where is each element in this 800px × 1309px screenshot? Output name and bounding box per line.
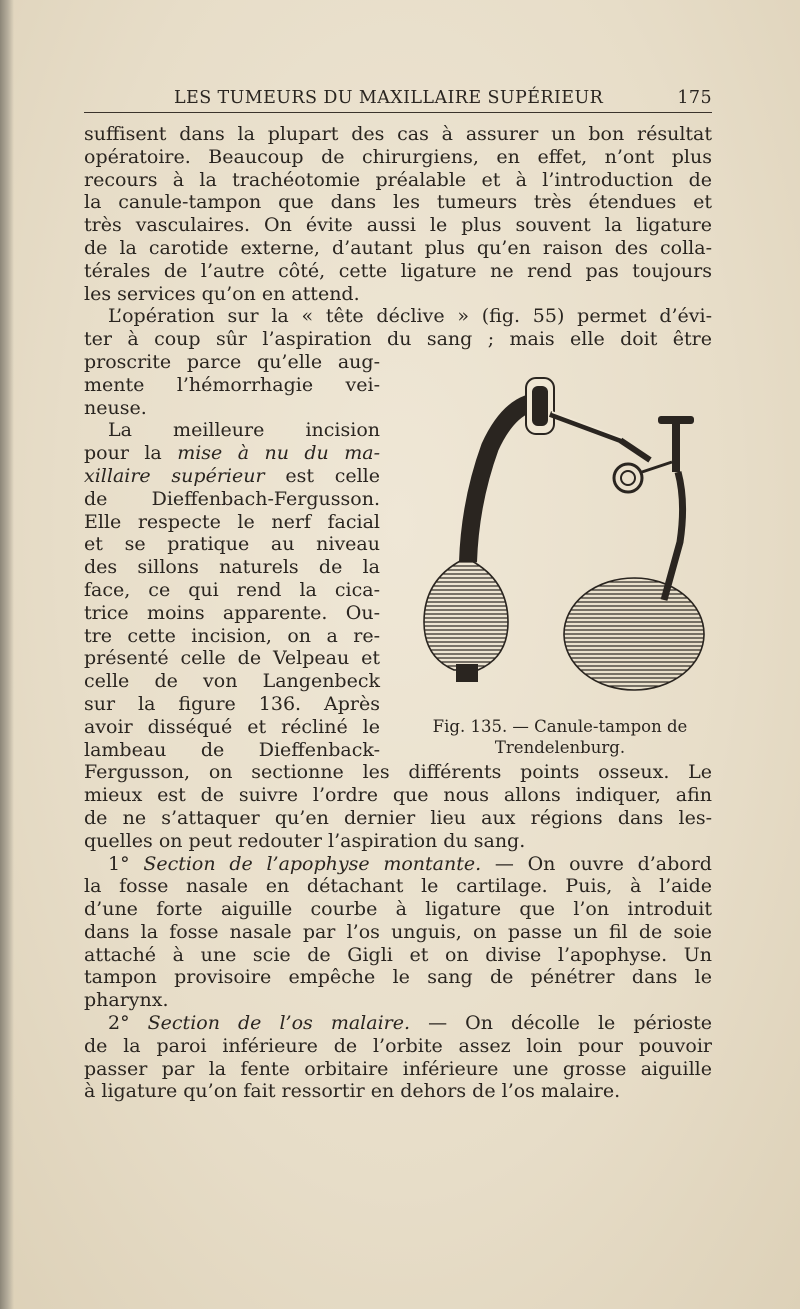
text-line: de la paroi inférieure de l’orbite assez loin pour pouvoir [84, 1034, 712, 1057]
section-number: 1° [108, 852, 144, 875]
text-line: suffisent dans la plupart des cas à assurer un bon résultat [84, 123, 712, 145]
text-line: et se pratique au niveau [84, 533, 380, 556]
text-line [84, 465, 380, 488]
text-line: ter à coup sûr l’aspiration du sang ; mais elle doit être [84, 328, 712, 351]
text-line: tampon provisoire empêche le sang de pénétrer dans le [84, 966, 712, 989]
text-line: neuse. [84, 396, 147, 419]
text-fragment: est celle [264, 464, 380, 487]
text-line: de Dieffenbach-Fergusson. [84, 487, 380, 510]
text-line [84, 442, 380, 465]
text-fragment: — On décolle le périoste [410, 1012, 712, 1035]
figure-wrap-block [84, 351, 712, 761]
text-fragment: — On ouvre d’abord [481, 852, 712, 875]
text-line: attaché à une scie de Gigli et on divise l’apophyse. Un [84, 943, 712, 966]
italic-term: xillaire supérieur [84, 464, 265, 487]
text-line: face, ce qui rend la cica- [84, 578, 380, 601]
cannula-tampon-illustration-icon [410, 352, 710, 712]
text-line: mente l’hémorrhagie vei- [84, 373, 380, 396]
text-line: celle de von Langenbeck [84, 670, 380, 693]
text-line: Fergusson, on sectionne les différents points osseux. Le [84, 761, 712, 784]
text-line: recours à la trachéotomie préalable et à l’introduction de [84, 168, 712, 191]
figure-135 [410, 352, 710, 758]
section-number: 2° [108, 1012, 148, 1035]
text-line: lambeau de Dieffenback- [84, 738, 380, 761]
paragraph-2 [84, 305, 712, 351]
text-line: la canule-tampon que dans les tumeurs très étendues et [84, 191, 712, 214]
figure-caption [410, 716, 710, 758]
text-line: La meilleure incision [108, 419, 380, 442]
text-line: des sillons naturels de la [84, 556, 380, 579]
text-line: présenté celle de Velpeau et [84, 647, 380, 670]
paragraph-4 [84, 853, 712, 1013]
caption-line: Fig. 135. — Canule-tampon de [432, 716, 688, 736]
text-line: très vasculaires. On évite aussi le plus souvent la ligature [84, 214, 712, 237]
text-line: pharynx. [84, 989, 169, 1012]
text-line: la fosse nasale en détachant le cartilage. Puis, à l’aide [84, 875, 712, 898]
text-line: opératoire. Beaucoup de chirurgiens, en effet, n’ont plus [84, 145, 712, 168]
narrow-column [84, 351, 380, 761]
text-line: les services qu’on en attend. [84, 282, 360, 305]
body-text [84, 123, 712, 1103]
text-line: à ligature qu’on fait ressortir en dehors de l’os malaire. [84, 1080, 621, 1103]
text-line: de ne s’attaquer qu’en dernier lieu aux régions dans les- [84, 806, 712, 829]
text-fragment: pour la [84, 442, 178, 465]
page-header [84, 82, 712, 113]
paragraph-3-continued [84, 761, 712, 852]
text-line: L’opération sur la « tête déclive » (fig. 55) permet d’évi- [108, 305, 712, 328]
text-line: quelles on peut redouter l’aspiration du sang. [84, 829, 526, 852]
section-title: Section de l’apophyse montante. [143, 852, 482, 875]
paragraph-1 [84, 123, 712, 305]
book-page [84, 82, 712, 1103]
caption-line: Trendelenburg. [494, 737, 626, 757]
text-line: dans la fosse nasale par l’os unguis, on passe un fil de soie [84, 920, 712, 943]
text-line: de la carotide externe, d’autant plus qu’en raison des colla- [84, 236, 712, 259]
italic-term: mise à nu du ma- [177, 442, 380, 465]
page-number: 175 [677, 88, 712, 108]
text-line: sur la figure 136. Après [84, 692, 380, 715]
text-line: tre cette incision, on a re- [84, 624, 380, 647]
text-line: Elle respecte le nerf facial [84, 510, 380, 533]
section-title: Section de l’os malaire. [147, 1012, 411, 1035]
text-line [84, 853, 712, 876]
text-line: proscrite parce qu’elle aug- [84, 350, 380, 373]
text-line: trice moins apparente. Ou- [84, 601, 380, 624]
paragraph-5 [84, 1012, 712, 1103]
text-line: d’une forte aiguille courbe à ligature que l’on introduit [84, 898, 712, 921]
text-line [84, 1012, 712, 1035]
text-line: mieux est de suivre l’ordre que nous allons indiquer, afin [84, 784, 712, 807]
text-line: térales de l’autre côté, cette ligature ne rend pas toujours [84, 259, 712, 282]
running-head: LES TUMEURS DU MAXILLAIRE SUPÉRIEUR [174, 88, 604, 108]
text-line: avoir disséqué et récliné le [84, 715, 380, 738]
book-binding-shadow [0, 0, 14, 1309]
text-line: passer par la fente orbitaire inférieure une grosse aiguille [84, 1057, 712, 1080]
